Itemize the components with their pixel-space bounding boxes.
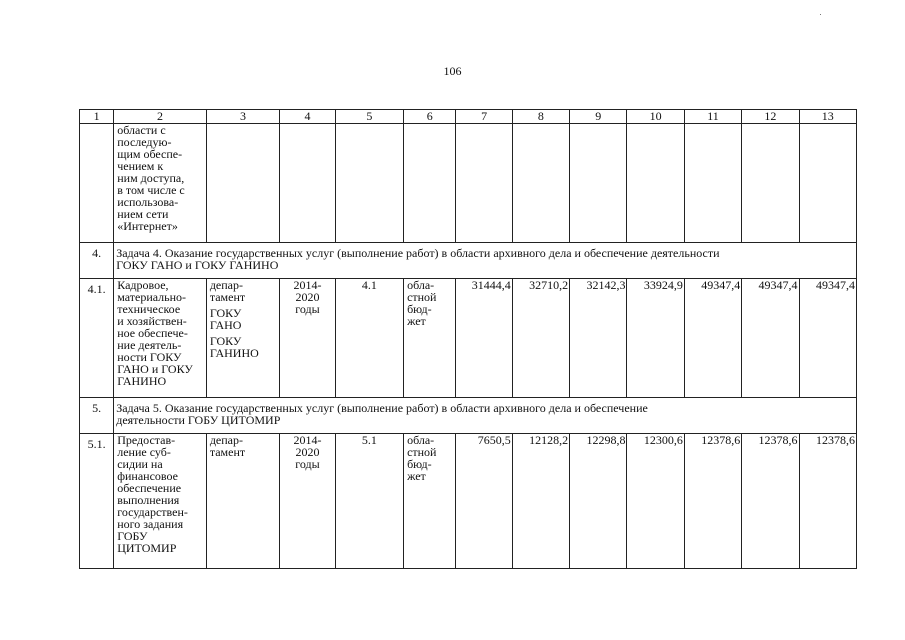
dept-line: ГОКУ [209,334,242,348]
empty-cell [335,124,403,243]
column-number: 11 [684,110,741,124]
name-line: материально- [117,290,187,304]
dept-line: депар- [209,278,243,292]
target-index-cell: 5.1 [335,434,403,569]
name-line: щим обеспе- [117,147,183,161]
funding-source-cell [404,279,456,398]
funding-source-cell [404,434,456,569]
dept-line: ГАНИНО [209,346,259,360]
name-line: техническое [117,302,181,316]
task-number: 5. [80,398,114,434]
dept-line: тамент [209,290,246,304]
name-line: чением к [117,159,164,173]
dept-line: тамент [209,445,246,459]
activity-name-cell [114,279,207,398]
responsible-executor-cell [206,279,279,398]
amount-cell: 12378,6 [684,434,741,569]
page-number: 106 [443,64,462,78]
amount-cell: 12128,2 [512,434,569,569]
source-line: стной [407,290,437,304]
empty-cell [206,124,279,243]
column-number-row [80,110,857,124]
amount-cell: 33924,9 [627,279,684,398]
name-line: сидии на [117,457,163,471]
column-number: 10 [627,110,684,124]
empty-cell [512,124,569,243]
name-line: последую- [117,135,172,149]
responsible-executor-cell [206,434,279,569]
column-number: 5 [335,110,403,124]
name-line: ности ГОКУ [117,350,182,364]
task-title-cell [114,398,857,434]
task-title-cell [114,243,857,279]
amount-cell: 49347,4 [684,279,741,398]
source-line: обла- [407,433,435,447]
name-line: ное обеспече- [117,326,188,340]
name-line: в том числе с [117,183,185,197]
column-number: 7 [456,110,512,124]
term-line: 2020 [295,290,320,304]
table-row-4-1 [80,279,857,398]
source-line: обла- [407,278,435,292]
name-line: и хозяйствен- [117,314,187,328]
name-line: Предостав- [117,433,176,447]
activity-name-cell [114,434,207,569]
source-line: бюд- [407,302,432,316]
task-number: 4. [80,243,114,279]
row-number-cell [80,124,114,243]
program-table [79,109,857,569]
name-line: выполнения [117,493,180,507]
empty-cell [799,124,856,243]
activity-name-cell [114,124,207,243]
term-line: 2020 [295,445,320,459]
amount-cell: 49347,4 [799,279,856,398]
name-line: финансовое [117,469,178,483]
table-row-continuation [80,124,857,243]
amount-cell: 12300,6 [627,434,684,569]
amount-cell: 31444,4 [456,279,512,398]
empty-cell [456,124,512,243]
column-number: 4 [280,110,335,124]
name-line: использова- [117,195,179,209]
empty-cell [570,124,627,243]
name-line: ним доступа, [117,171,185,185]
empty-cell [627,124,684,243]
column-number: 12 [742,110,799,124]
empty-cell [742,124,799,243]
dept-line: ГОКУ [209,306,242,320]
column-number: 3 [206,110,279,124]
column-number: 6 [404,110,456,124]
term-line: 2014- [293,433,322,447]
name-line: ного задания [117,517,184,531]
source-line: бюд- [407,457,432,471]
amount-cell: 7650,5 [456,434,512,569]
term-line: 2014- [293,278,322,292]
name-line: ГАНО и ГОКУ [117,362,193,376]
target-index-cell: 4.1 [335,279,403,398]
amount-cell: 32710,2 [512,279,569,398]
table-row-5-1 [80,434,857,569]
name-line: ГАНИНО [117,374,167,388]
column-number: 9 [570,110,627,124]
name-line: «Интернет» [117,219,178,233]
name-line: нием сети [117,207,169,221]
name-line: обеспечение [117,481,182,495]
amount-cell: 12378,6 [799,434,856,569]
term-line: годы [295,302,320,316]
term-line: годы [295,457,320,471]
name-line: ление суб- [117,445,171,459]
table-row-task-5 [80,398,857,434]
dept-line: ГАНО [209,318,242,332]
row-number: 4.1. [80,279,114,398]
name-line: области с [117,123,166,137]
scan-speck [820,14,821,15]
amount-cell: 49347,4 [742,279,799,398]
dept-line: депар- [209,433,243,447]
column-number: 8 [512,110,569,124]
term-cell [280,279,335,398]
name-line: ЦИТОМИР [117,541,177,555]
source-line: стной [407,445,437,459]
name-line: государствен- [117,505,188,519]
column-number: 1 [80,110,114,124]
source-line: жет [407,314,426,328]
amount-cell: 32142,3 [570,279,627,398]
name-line: ние деятель- [117,338,182,352]
task-title-line: Задача 5. Оказание государственных услуг (выполнение работ) в области архивного дела и обеспечение [116,401,648,415]
empty-cell [280,124,335,243]
amount-cell: 12298,8 [570,434,627,569]
empty-cell [404,124,456,243]
name-line: ГОБУ [117,529,148,543]
column-number: 2 [114,110,207,124]
amount-cell: 12378,6 [742,434,799,569]
task-title-line: деятельности ГОБУ ЦИТОМИР [116,413,281,427]
source-line: жет [407,469,426,483]
empty-cell [684,124,741,243]
table-row-task-4 [80,243,857,279]
name-line: Кадровое, [117,278,169,292]
task-title-line: Задача 4. Оказание государственных услуг (выполнение работ) в области архивного дела и обеспечение деятельности [116,246,720,260]
row-number: 5.1. [80,434,114,569]
term-cell [280,434,335,569]
task-title-line: ГОКУ ГАНО и ГОКУ ГАНИНО [116,258,279,272]
column-number: 13 [799,110,856,124]
